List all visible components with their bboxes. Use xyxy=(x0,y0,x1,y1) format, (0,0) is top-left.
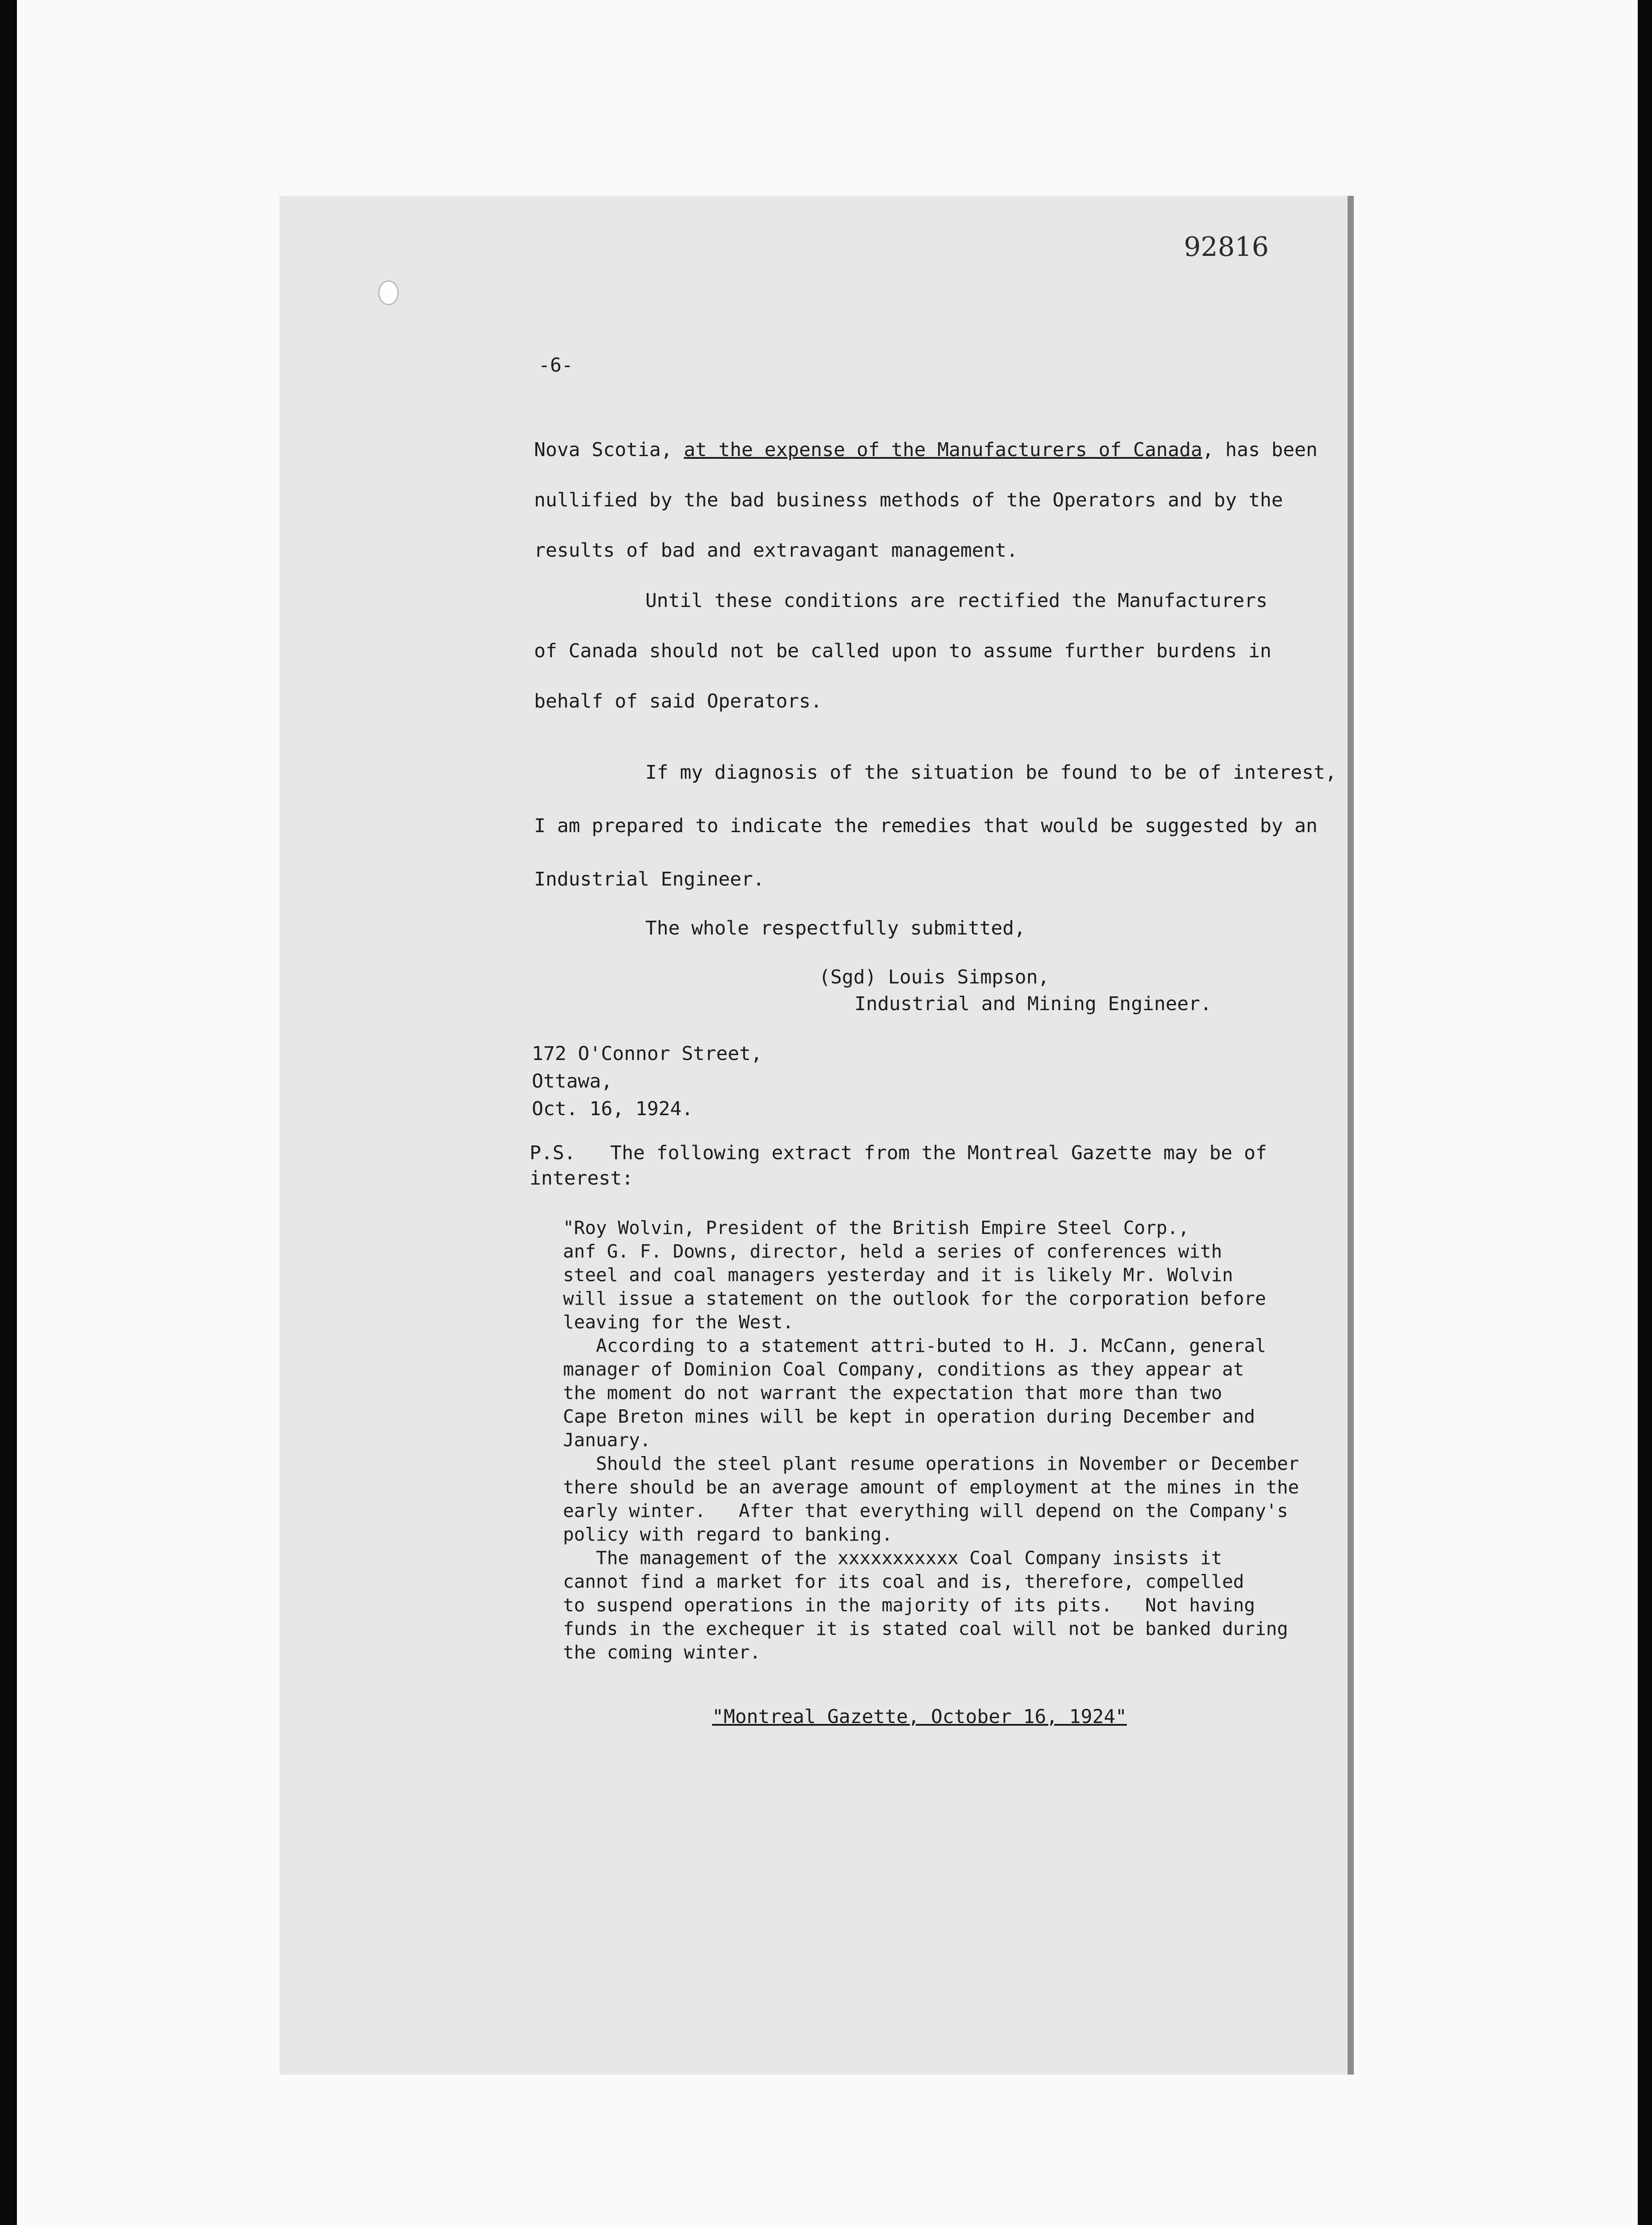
quote-line: to suspend operations in the majority of its pits. Not having xyxy=(563,1594,1255,1616)
film-border-right xyxy=(1638,0,1652,2225)
address-city: Ottawa, xyxy=(532,1070,613,1092)
para1-line1-pre: Nova Scotia, xyxy=(534,439,684,461)
para2-line1: Until these conditions are rectified the Manufacturers xyxy=(645,590,1267,612)
quote-line: "Roy Wolvin, President of the British Empire Steel Corp., xyxy=(563,1217,1189,1238)
quote-line: steel and coal managers yesterday and it is likely Mr. Wolvin xyxy=(563,1264,1233,1286)
page-marker: -6- xyxy=(539,354,573,376)
quote-line: anf G. F. Downs, director, held a series of conferences with xyxy=(563,1241,1223,1262)
source-citation: "Montreal Gazette, October 16, 1924" xyxy=(712,1706,1127,1728)
reference-number: 92816 xyxy=(1184,231,1269,263)
quote-line: The management of the xxxxxxxxxxx Coal Company insists it xyxy=(563,1547,1223,1569)
quote-line: early winter. After that everything will depend on the Company's xyxy=(563,1500,1288,1521)
para3-line1: If my diagnosis of the situation be found to be of interest, xyxy=(645,761,1337,784)
quote-line: funds in the exchequer it is stated coal will not be banked during xyxy=(563,1618,1288,1639)
quote-line: cannot find a market for its coal and is, therefore, compelled xyxy=(563,1571,1244,1592)
para3-line2: I am prepared to indicate the remedies that would be suggested by an xyxy=(534,815,1318,837)
quote-line: January. xyxy=(563,1429,651,1451)
quote-line: the coming winter. xyxy=(563,1642,761,1663)
para1-line3: results of bad and extravagant management. xyxy=(534,539,1018,562)
quote-line: leaving for the West. xyxy=(563,1311,794,1333)
quote-line: will issue a statement on the outlook for the corporation before xyxy=(563,1288,1266,1309)
para3-line3: Industrial Engineer. xyxy=(534,868,765,890)
quote-line: Should the steel plant resume operations in November or December xyxy=(563,1453,1299,1474)
para2-line3: behalf of said Operators. xyxy=(534,690,822,712)
quote-line: manager of Dominion Coal Company, conditions as they appear at xyxy=(563,1359,1244,1380)
quote-line: Cape Breton mines will be kept in operation during December and xyxy=(563,1406,1255,1427)
quote-line: According to a statement attri-buted to H. J. McCann, general xyxy=(563,1335,1266,1356)
ps-line2: interest: xyxy=(530,1167,633,1189)
address-street: 172 O'Connor Street, xyxy=(532,1043,762,1065)
closing-line: The whole respectfully submitted, xyxy=(645,917,1026,939)
quote-line: policy with regard to banking. xyxy=(563,1524,893,1545)
para1-line1 xyxy=(534,438,1317,461)
signature-name: (Sgd) Louis Simpson, xyxy=(819,966,1049,988)
quote-line: there should be an average amount of employment at the mines in the xyxy=(563,1477,1299,1498)
signature-title: Industrial and Mining Engineer. xyxy=(854,993,1212,1015)
para1-line2: nullified by the bad business methods of the Operators and by the xyxy=(534,489,1283,511)
para2-line2: of Canada should not be called upon to assume further burdens in xyxy=(534,640,1271,662)
document-sheet xyxy=(279,196,1348,2075)
para1-underlined: at the expense of the Manufacturers of Canada xyxy=(684,439,1203,461)
ps-line1: P.S. The following extract from the Montreal Gazette may be of xyxy=(530,1142,1267,1164)
film-border-left xyxy=(0,0,17,2225)
quote-line: the moment do not warrant the expectation that more than two xyxy=(563,1382,1223,1404)
punch-hole xyxy=(378,280,399,305)
address-date: Oct. 16, 1924. xyxy=(532,1098,693,1120)
para1-line1-post: , has been xyxy=(1202,439,1318,461)
